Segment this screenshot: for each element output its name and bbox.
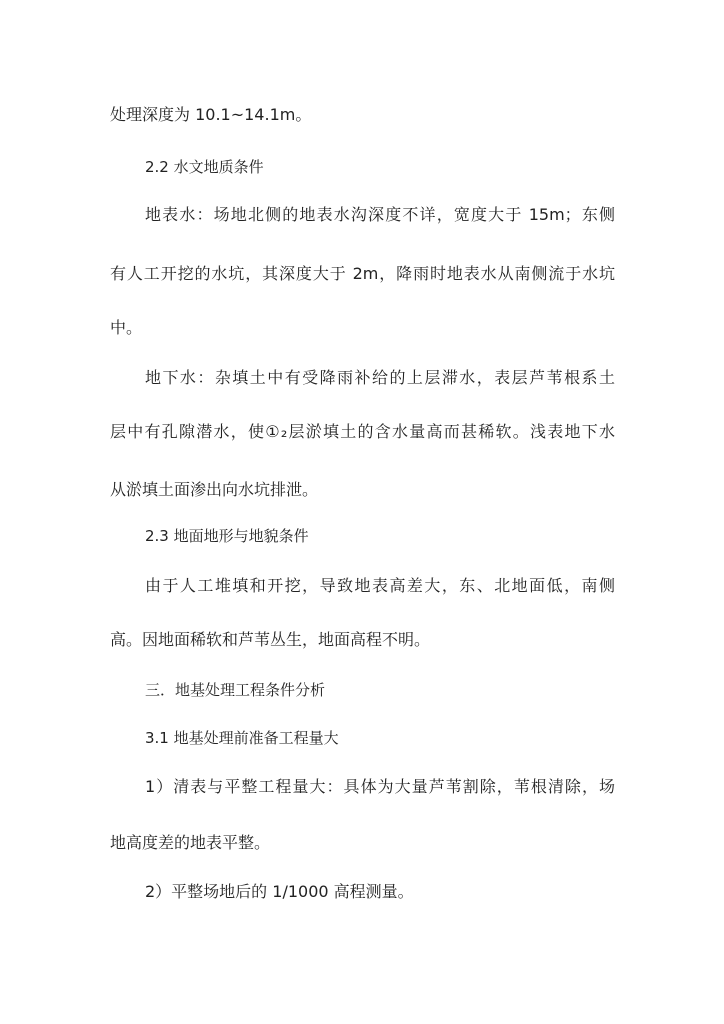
paragraph-line: 地高度差的地表平整。 [110, 833, 271, 852]
paragraph-line: 处理深度为 10.1~14.1m。 [110, 105, 312, 124]
section-heading-3: 三．地基处理工程条件分析 [145, 681, 326, 699]
section-heading-2-3: 2.3 地面地形与地貌条件 [145, 527, 309, 545]
paragraph-line: 层中有孔隙潜水，使①₂层淤填土的含水量高而甚稀软。浅表地下水 [110, 422, 615, 441]
paragraph-line: 有人工开挖的水坑，其深度大于 2m，降雨时地表水从南侧流于水坑 [110, 264, 615, 283]
section-heading-2-2: 2.2 水文地质条件 [145, 158, 264, 176]
paragraph-line: 从淤填土面渗出向水坑排泄。 [110, 480, 319, 499]
paragraph-line: 1）清表与平整工程量大：具体为大量芦苇割除，苇根清除，场 [145, 777, 615, 796]
paragraph-line: 由于人工堆填和开挖，导致地表高差大，东、北地面低，南侧 [145, 576, 615, 595]
paragraph-line: 高。因地面稀软和芦苇丛生，地面高程不明。 [110, 630, 431, 649]
paragraph-line: 2）平整场地后的 1/1000 高程测量。 [145, 882, 414, 901]
section-heading-3-1: 3.1 地基处理前准备工程量大 [145, 729, 339, 747]
paragraph-line: 地下水：杂填土中有受降雨补给的上层滞水，表层芦苇根系土 [145, 368, 615, 387]
paragraph-line: 地表水：场地北侧的地表水沟深度不详，宽度大于 15m；东侧 [145, 205, 615, 224]
paragraph-line: 中。 [110, 318, 143, 337]
